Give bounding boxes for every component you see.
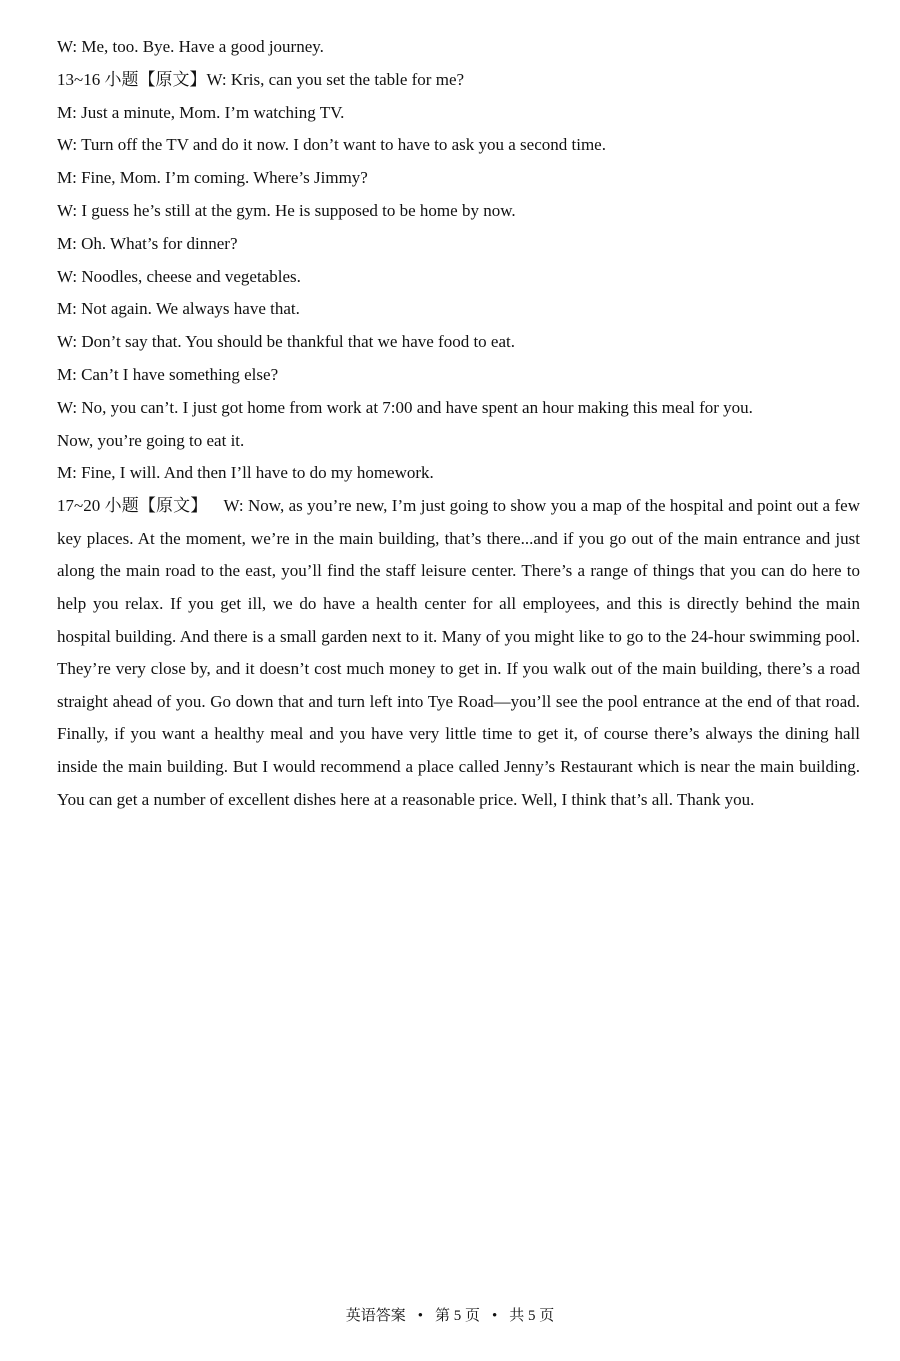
transcript-line: Now, you’re going to eat it. bbox=[57, 430, 245, 450]
transcript-line: W: Noodles, cheese and vegetables. bbox=[57, 266, 301, 286]
footer-total-pages: 共 5 页 bbox=[509, 1308, 555, 1324]
page-footer bbox=[0, 1305, 900, 1327]
transcript-line: M: Can’t I have something else? bbox=[57, 364, 279, 384]
footer-subject: 英语答案 bbox=[345, 1308, 406, 1324]
section-17-20-paragraph bbox=[57, 490, 860, 816]
transcript-line: W: Me, too. Bye. Have a good journey. bbox=[57, 37, 324, 56]
footer-page-number: 第 5 页 bbox=[434, 1308, 480, 1324]
transcript-body bbox=[57, 31, 860, 816]
transcript-line: M: Not again. We always have that. bbox=[57, 299, 300, 319]
footer-separator: • bbox=[492, 1308, 498, 1324]
transcript-line: W: Don’t say that. You should be thankful that we have food to eat. bbox=[57, 332, 515, 352]
transcript-line: W: No, you can’t. I just got home from work at 7:00 and have spent an hour making this meal for you. bbox=[57, 397, 753, 417]
transcript-line: 13~16 小题【原文】W: Kris, can you set the table for me? bbox=[57, 69, 465, 89]
transcript-line: M: Oh. What’s for dinner? bbox=[57, 233, 238, 253]
section-label: 17~20 小题【原文】 bbox=[57, 496, 208, 516]
footer-separator: • bbox=[417, 1308, 423, 1324]
transcript-line: W: I guess he’s still at the gym. He is supposed to be home by now. bbox=[57, 200, 516, 220]
transcript-line: M: Fine, Mom. I’m coming. Where’s Jimmy? bbox=[57, 168, 368, 188]
transcript-line: W: Turn off the TV and do it now. I don’t want to have to ask you a second time. bbox=[57, 135, 606, 155]
transcript-line: M: Fine, I will. And then I’ll have to do my homework. bbox=[57, 463, 434, 483]
section-text: W: Now, as you’re new, I’m just going to show you a map of the hospital and point out a few key places. At the moment, we’re in the main building, that’s there...and if you go out of the main entrance and just along the main road to the east, you’ll find the staff leisure center. There’s a range of things that you can do here to help you relax. If you get ill, we do have a health center for all employees, and this is directly behind the main hospital building. And there is a small garden next to it. Many of you might like to go to the 24-hour swimming pool. They’re very close by, and it doesn’t cost much money to get in. If you walk out of the main building, there’s a road straight ahead of you. Go down that and turn left into Tye Road—you’ll see the pool entrance at the end of that road. Finally, if you want a healthy meal and you have very little time to get it, of course there’s always the dining hall inside the main building. But I would recommend a place called Jenny’s Restaurant which is near the main building. You can get a number of excellent dishes here at a reasonable price. Well, I think that’s all. Thank you. bbox=[57, 496, 860, 809]
transcript-line: M: Just a minute, Mom. I’m watching TV. bbox=[57, 102, 345, 122]
